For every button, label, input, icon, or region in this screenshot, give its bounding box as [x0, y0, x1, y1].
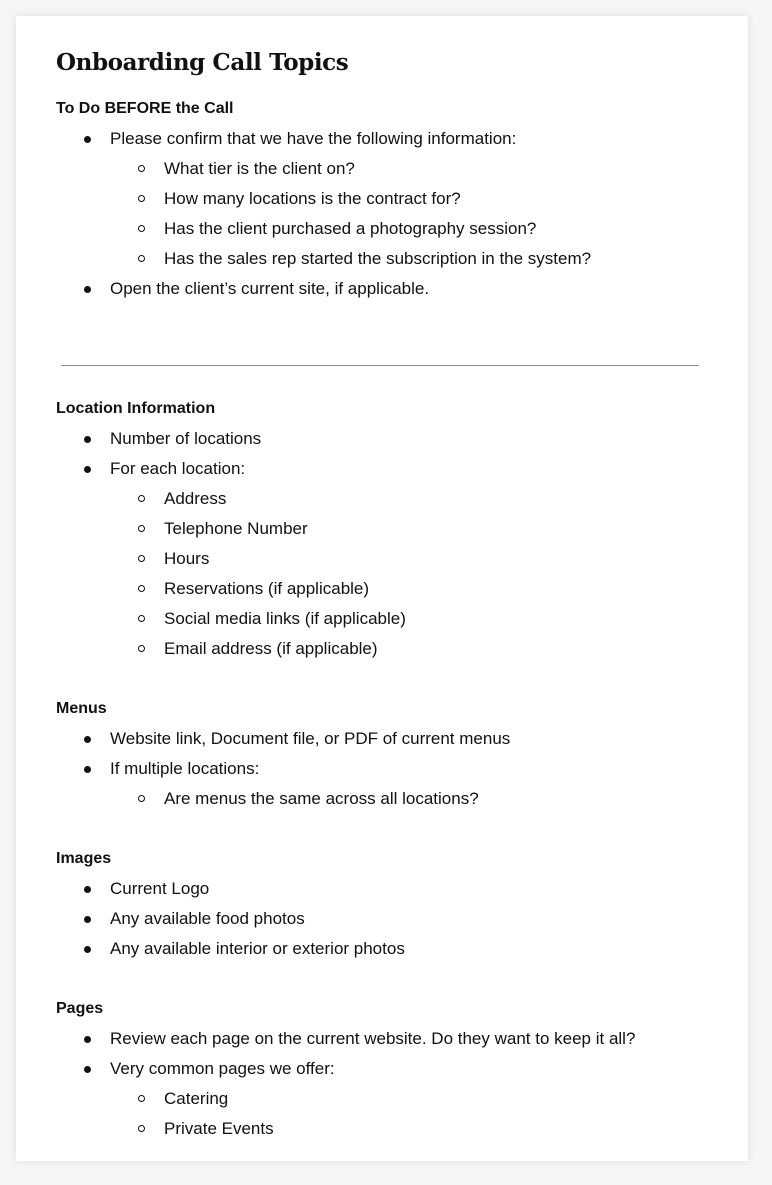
bullet-circle-icon [138, 255, 145, 262]
sub-list-item [56, 514, 716, 544]
list-item-text: Any available food photos [110, 909, 305, 928]
page-title: Onboarding Call Topics [56, 49, 349, 76]
sub-list-item-text: What tier is the client on? [164, 159, 355, 178]
list-item-text: Number of locations [110, 429, 262, 448]
list-item [56, 124, 716, 274]
section-menus [56, 694, 716, 814]
list-item [56, 1054, 716, 1144]
bullet-list [56, 724, 716, 814]
bullet-dot-icon [84, 736, 91, 743]
sub-list-item [56, 604, 716, 634]
bullet-list [56, 424, 716, 664]
bullet-dot-icon [84, 436, 91, 443]
bullet-circle-icon [138, 165, 145, 172]
sub-list-item-text: Email address (if applicable) [164, 639, 378, 658]
bullet-circle-icon [138, 555, 145, 562]
section-images [56, 844, 716, 964]
sub-list-item [56, 184, 716, 214]
sub-list-item [56, 544, 716, 574]
bullet-circle-icon [138, 615, 145, 622]
section-heading: To Do BEFORE the Call [56, 100, 234, 117]
section-heading: Images [56, 850, 112, 867]
sub-list-item [56, 484, 716, 514]
bullet-dot-icon [84, 1066, 91, 1073]
bullet-dot-icon [84, 1036, 91, 1043]
list-item-text: Please confirm that we have the following information: [110, 129, 517, 148]
sub-list-item-text: How many locations is the contract for? [164, 189, 461, 208]
list-item-text: Very common pages we offer: [110, 1059, 335, 1078]
bullet-circle-icon [138, 225, 145, 232]
list-item [56, 274, 716, 304]
list-item [56, 934, 716, 964]
bullet-list [56, 1024, 716, 1144]
list-item-text: For each location: [110, 459, 246, 478]
list-item [56, 424, 716, 454]
bullet-circle-icon [138, 1095, 145, 1102]
bullet-dot-icon [84, 766, 91, 773]
list-item-text: Current Logo [110, 879, 210, 898]
list-item [56, 724, 716, 754]
document-page [16, 16, 748, 1161]
section-heading: Menus [56, 700, 107, 717]
sub-list-item [56, 1114, 716, 1144]
sub-list-item-text: Social media links (if applicable) [164, 609, 406, 628]
sub-list-item [56, 244, 716, 274]
sub-list-item-text: Address [164, 489, 227, 508]
list-item-text: Any available interior or exterior photos [110, 939, 405, 958]
sub-list-item-text: Has the sales rep started the subscription in the system? [164, 249, 592, 268]
sub-list [56, 1084, 716, 1144]
sub-list-item [56, 1084, 716, 1114]
bullet-circle-icon [138, 195, 145, 202]
sub-list-item [56, 214, 716, 244]
list-item [56, 754, 716, 814]
sub-list [56, 154, 716, 274]
list-item-text: Website link, Document file, or PDF of current menus [110, 729, 511, 748]
bullet-dot-icon [84, 886, 91, 893]
section-location-information [56, 394, 716, 664]
bullet-circle-icon [138, 645, 145, 652]
section-todo-before-call [56, 94, 716, 304]
bullet-dot-icon [84, 466, 91, 473]
sub-list-item [56, 154, 716, 184]
bullet-dot-icon [84, 136, 91, 143]
sub-list [56, 484, 716, 664]
sub-list-item-text: Private Events [164, 1119, 274, 1138]
sub-list-item-text: Hours [164, 549, 210, 568]
sub-list-item-text: Are menus the same across all locations? [164, 789, 479, 808]
list-item [56, 1024, 716, 1054]
sub-list-item-text: Has the client purchased a photography session? [164, 219, 537, 238]
sub-list-item-text: Catering [164, 1089, 229, 1108]
section-pages [56, 994, 716, 1144]
sub-list-item-text: Telephone Number [164, 519, 308, 538]
section-heading: Location Information [56, 400, 216, 417]
section-heading: Pages [56, 1000, 104, 1017]
bullet-circle-icon [138, 1125, 145, 1132]
sub-list [56, 784, 716, 814]
sub-list-item-text: Reservations (if applicable) [164, 579, 370, 598]
bullet-dot-icon [84, 946, 91, 953]
bullet-circle-icon [138, 795, 145, 802]
bullet-circle-icon [138, 525, 145, 532]
bullet-circle-icon [138, 585, 145, 592]
document-content [56, 46, 716, 1144]
bullet-circle-icon [138, 495, 145, 502]
bullet-dot-icon [84, 916, 91, 923]
list-item [56, 874, 716, 904]
list-item [56, 454, 716, 664]
sub-list-item [56, 784, 716, 814]
bullet-list [56, 874, 716, 964]
list-item-text: Review each page on the current website. Do they want to keep it all? [110, 1029, 636, 1048]
bullet-dot-icon [84, 286, 91, 293]
list-item-text: Open the client’s current site, if applicable. [110, 279, 430, 298]
sub-list-item [56, 574, 716, 604]
list-item-text: If multiple locations: [110, 759, 260, 778]
sub-list-item [56, 634, 716, 664]
bullet-list [56, 124, 716, 304]
list-item [56, 904, 716, 934]
